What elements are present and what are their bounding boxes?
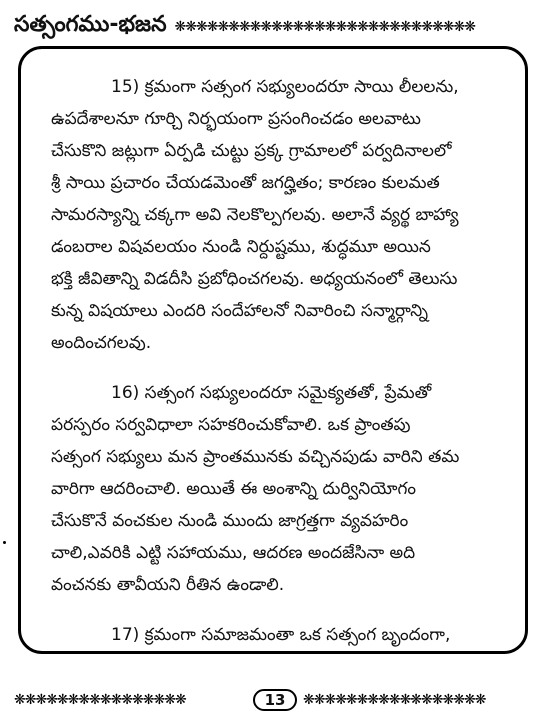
page-number: 13	[253, 689, 297, 711]
text-frame	[18, 46, 528, 654]
text-line: 15) క్రమంగా సత్సంగ సభ్యులందరూ సాయి లీలలను,	[111, 77, 459, 97]
footer-ornament-left: ❋❋❋❋❋❋❋❋❋❋❋❋❋❋❋❋	[14, 692, 186, 708]
text-line: అందించగలవు.	[51, 333, 152, 353]
text-line: కున్న విషయాలు ఎందరి సందేహాలనో నివారించి సన్మార్గాన్ని	[51, 301, 428, 321]
text-line: పరస్పరం సర్వవిధాలా సహకరించుకోవాలి. ఒక ప్రాంతపు	[51, 415, 411, 435]
text-line: చాలి,ఎవరికి ఎట్టి సహాయము, ఆదరణ అందజేసినా అది	[51, 543, 416, 563]
text-line: సత్సంగ సభ్యులు మన ప్రాంతమునకు వచ్చినపుడు వారిని తమ	[51, 447, 460, 467]
text-line: భక్తి జీవితాన్ని విడదీసి ప్రబోధించగలవు. అధ్యయనంలో తెలుసు	[51, 269, 458, 289]
text-line: సామరస్యాన్ని చక్కగా అవి నెలకొల్పగలవు. అలానే వ్యర్థ బాహ్యా	[51, 205, 459, 225]
page-footer	[14, 688, 536, 712]
text-line: డంబరాల విషవలయం నుండి నిర్దుష్టము, శుద్ధమూ అయిన	[51, 237, 431, 257]
text-line: ఉపదేశాలనూ గూర్చి నిర్భయంగా ప్రసంగించడం అలవాటు	[51, 109, 421, 129]
text-line: 16) సత్సంగ సభ్యులందరూ సమైక్యతతో, ప్రేమతో	[111, 383, 432, 403]
page-header	[14, 10, 536, 44]
running-title: సత్సంగము-భజన	[14, 12, 167, 37]
stray-mark	[3, 541, 6, 544]
footer-ornament-right: ❋❋❋❋❋❋❋❋❋❋❋❋❋❋❋❋❋	[303, 692, 486, 708]
body-text	[51, 71, 513, 669]
text-line: 17) క్రమంగా సమాజమంతా ఒక సత్సంగ బృందంగా,	[111, 625, 451, 645]
paragraph-3	[51, 619, 513, 651]
text-line: చేసుకొని జట్లుగా ఏర్పడి చుట్టు ప్రక్క గ్రామాలలో పర్వదినాలలో	[51, 141, 452, 161]
paragraph-1	[51, 71, 513, 359]
paragraph-2	[51, 377, 513, 601]
text-line: వంచనకు తావీయని రీతిన ఉండాలి.	[51, 575, 285, 595]
text-line: శ్రీ సాయి ప్రచారం చేయడమెంతో జగద్హితం; కారణం కులమత	[51, 173, 440, 193]
header-ornament-border: ❋❋❋❋❋❋❋❋❋❋❋❋❋❋❋❋❋❋❋❋❋❋❋❋❋❋❋❋	[174, 19, 475, 35]
text-line: చేసుకొనే వంచకుల నుండి ముందు జాగ్రత్తగా వ్యవహరిం	[51, 511, 409, 531]
text-line: వారిగా ఆదరించాలి. అయితే ఈ అంశాన్ని దుర్వినియోగం	[51, 479, 416, 499]
